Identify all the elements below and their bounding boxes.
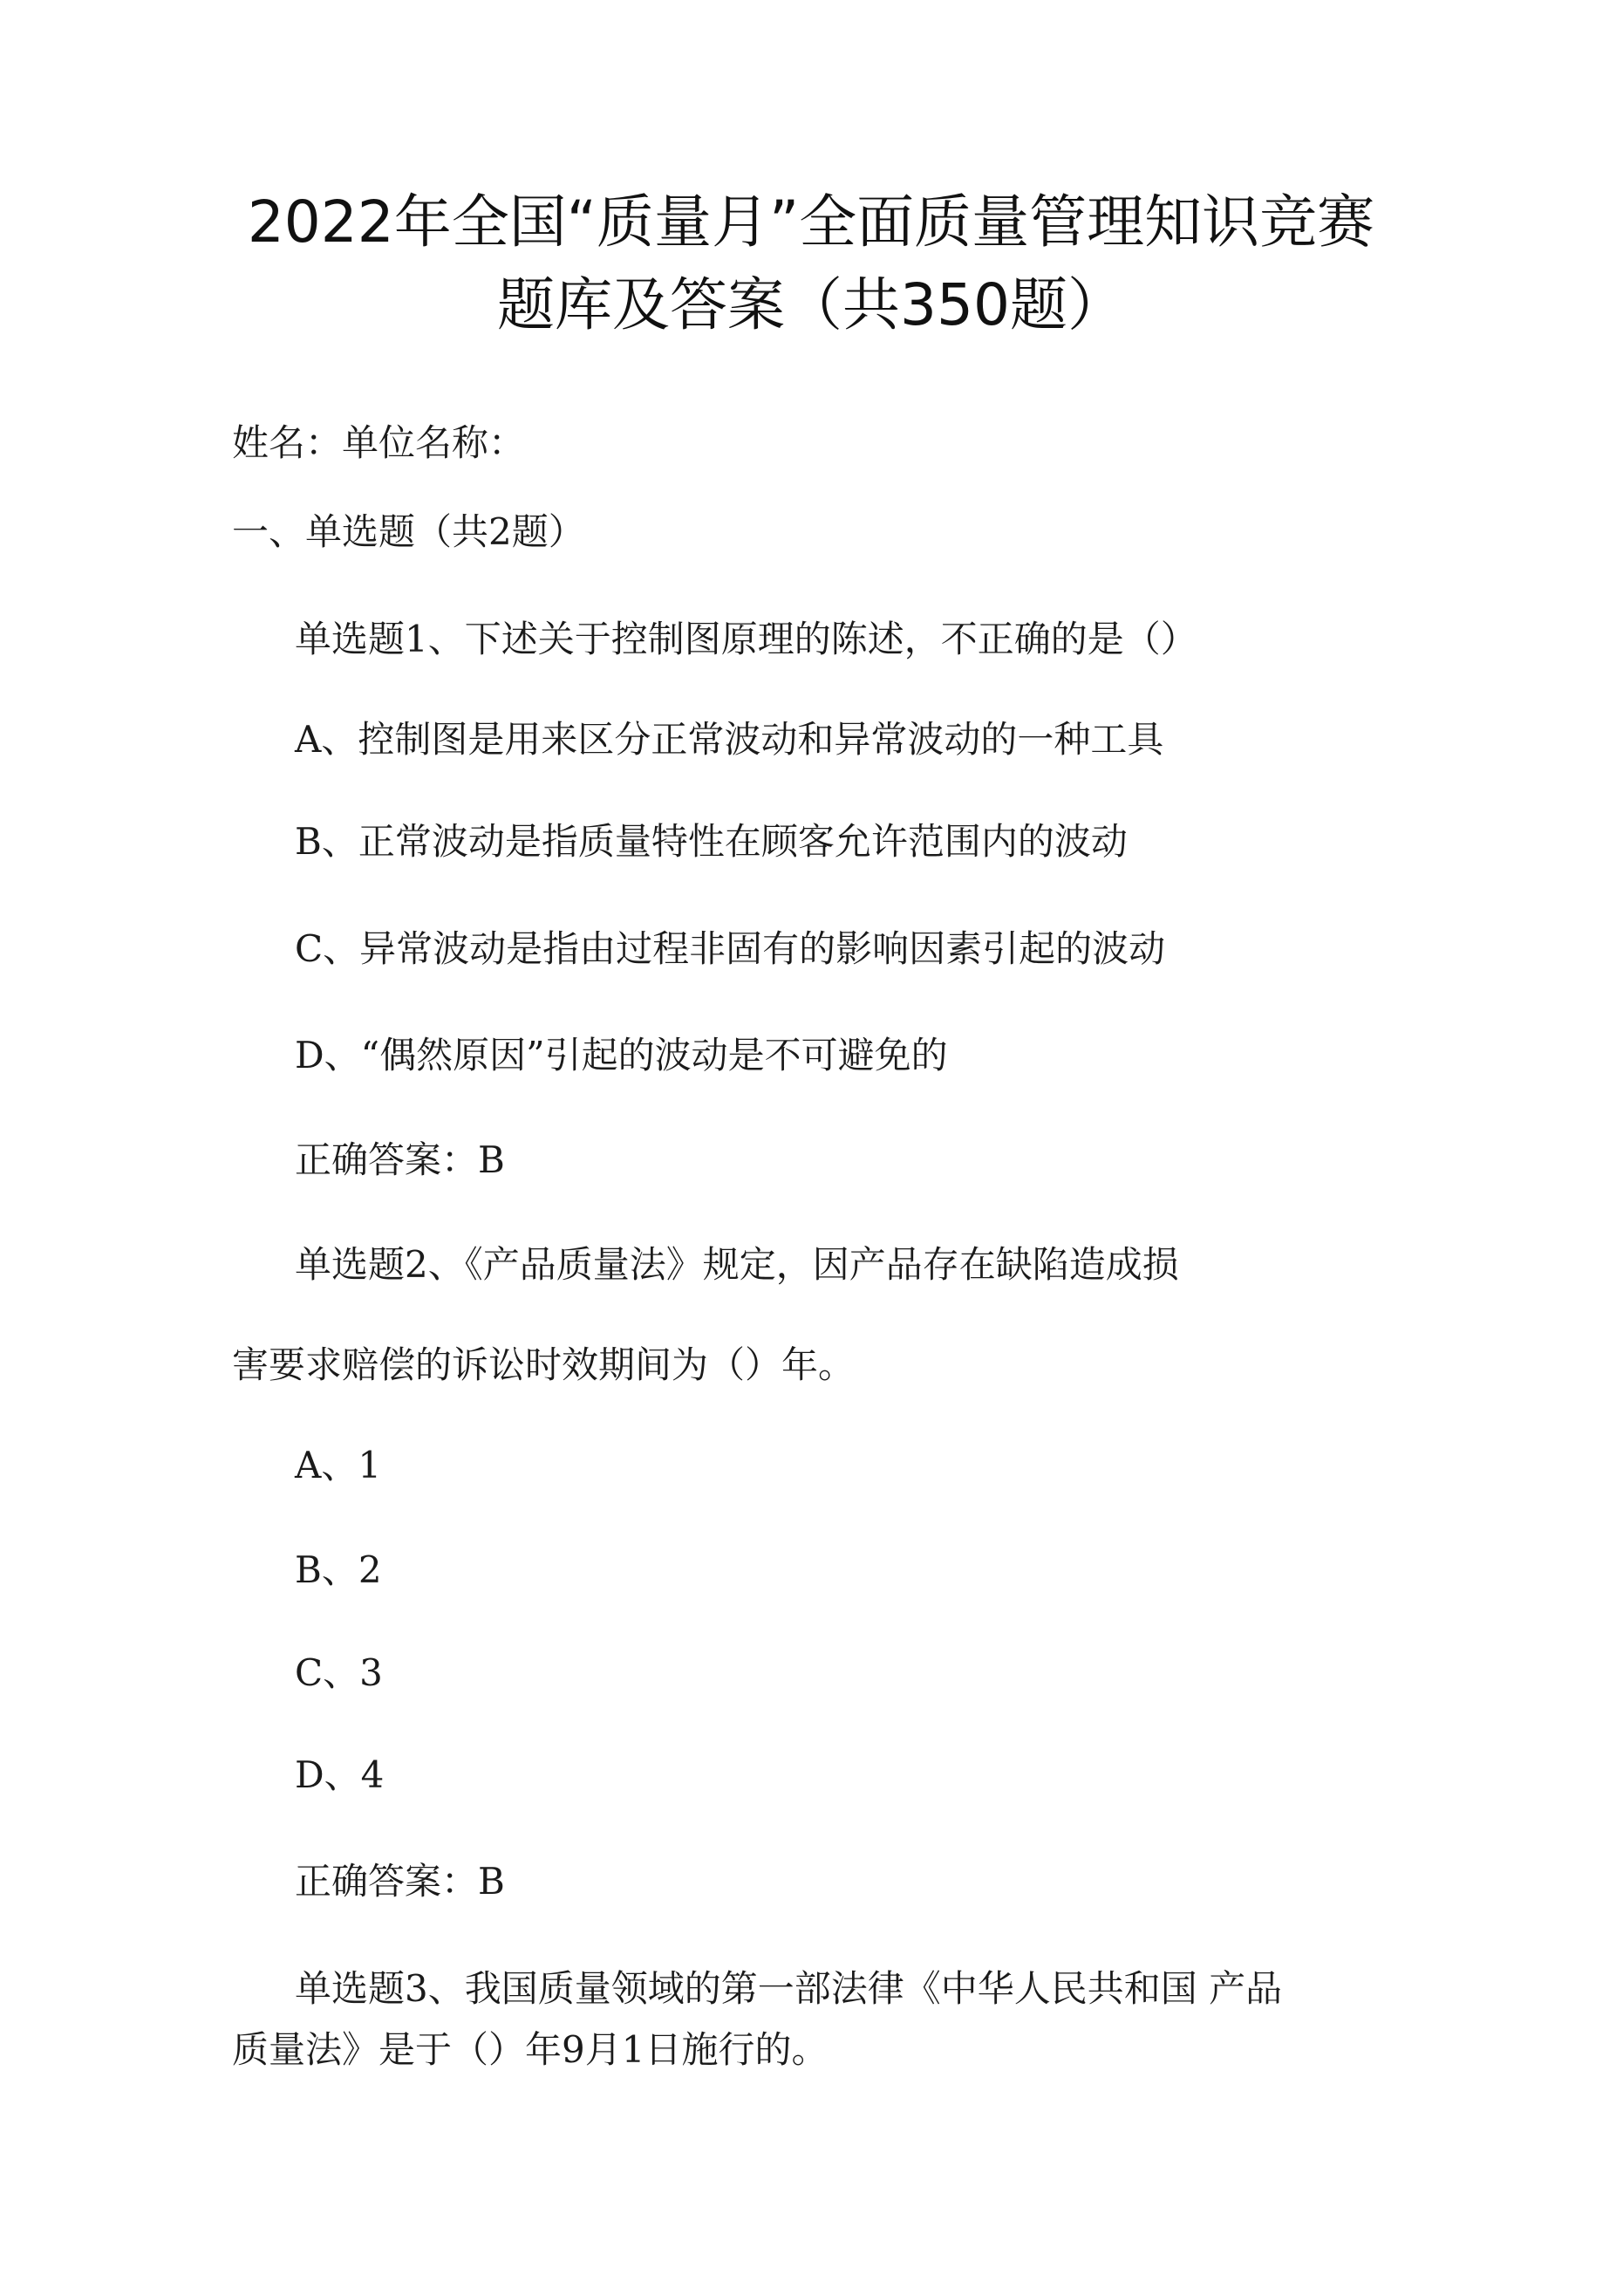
question-1-stem: 单选题1、下述关于控制图原理的陈述，不正确的是（） [295, 618, 1197, 660]
question-2-option-d: D、4 [295, 1753, 385, 1796]
question-1-answer: 正确答案：B [295, 1138, 505, 1181]
question-1-option-c: C、异常波动是指由过程非固有的影响因素引起的波动 [295, 927, 1166, 970]
question-1-option-a: A、控制图是用来区分正常波动和异常波动的一种工具 [295, 718, 1164, 761]
question-2-stem-line-2: 害要求赔偿的诉讼时效期间为（）年。 [232, 1343, 856, 1386]
question-2-option-a: A、1 [295, 1444, 382, 1486]
question-1-option-d: D、“偶然原因”引起的波动是不可避免的 [295, 1034, 948, 1076]
question-2-option-c: C、3 [295, 1651, 383, 1694]
question-3-stem-line-1: 单选题3、我国质量领域的第一部法律《中华人民共和国 产品 [295, 1967, 1283, 2010]
section-heading: 一、单选题（共2题） [232, 510, 585, 553]
question-1-option-b: B、正常波动是指质量特性在顾客允许范围内的波动 [295, 820, 1128, 863]
document-title-line-2: 题库及答案（共350题） [497, 271, 1125, 338]
header-fields: 姓名：单位名称： [232, 421, 526, 464]
document-title-line-1: 2022年全国“质量月”全面质量管理知识竞赛 [247, 188, 1375, 256]
question-2-option-b: B、2 [295, 1548, 382, 1591]
question-2-stem-line-1: 单选题2、《产品质量法》规定，因产品存在缺陷造成损 [295, 1243, 1179, 1286]
question-3-stem-line-2: 质量法》是于（）年9月1日施行的。 [232, 2028, 829, 2071]
question-2-answer: 正确答案：B [295, 1860, 505, 1903]
